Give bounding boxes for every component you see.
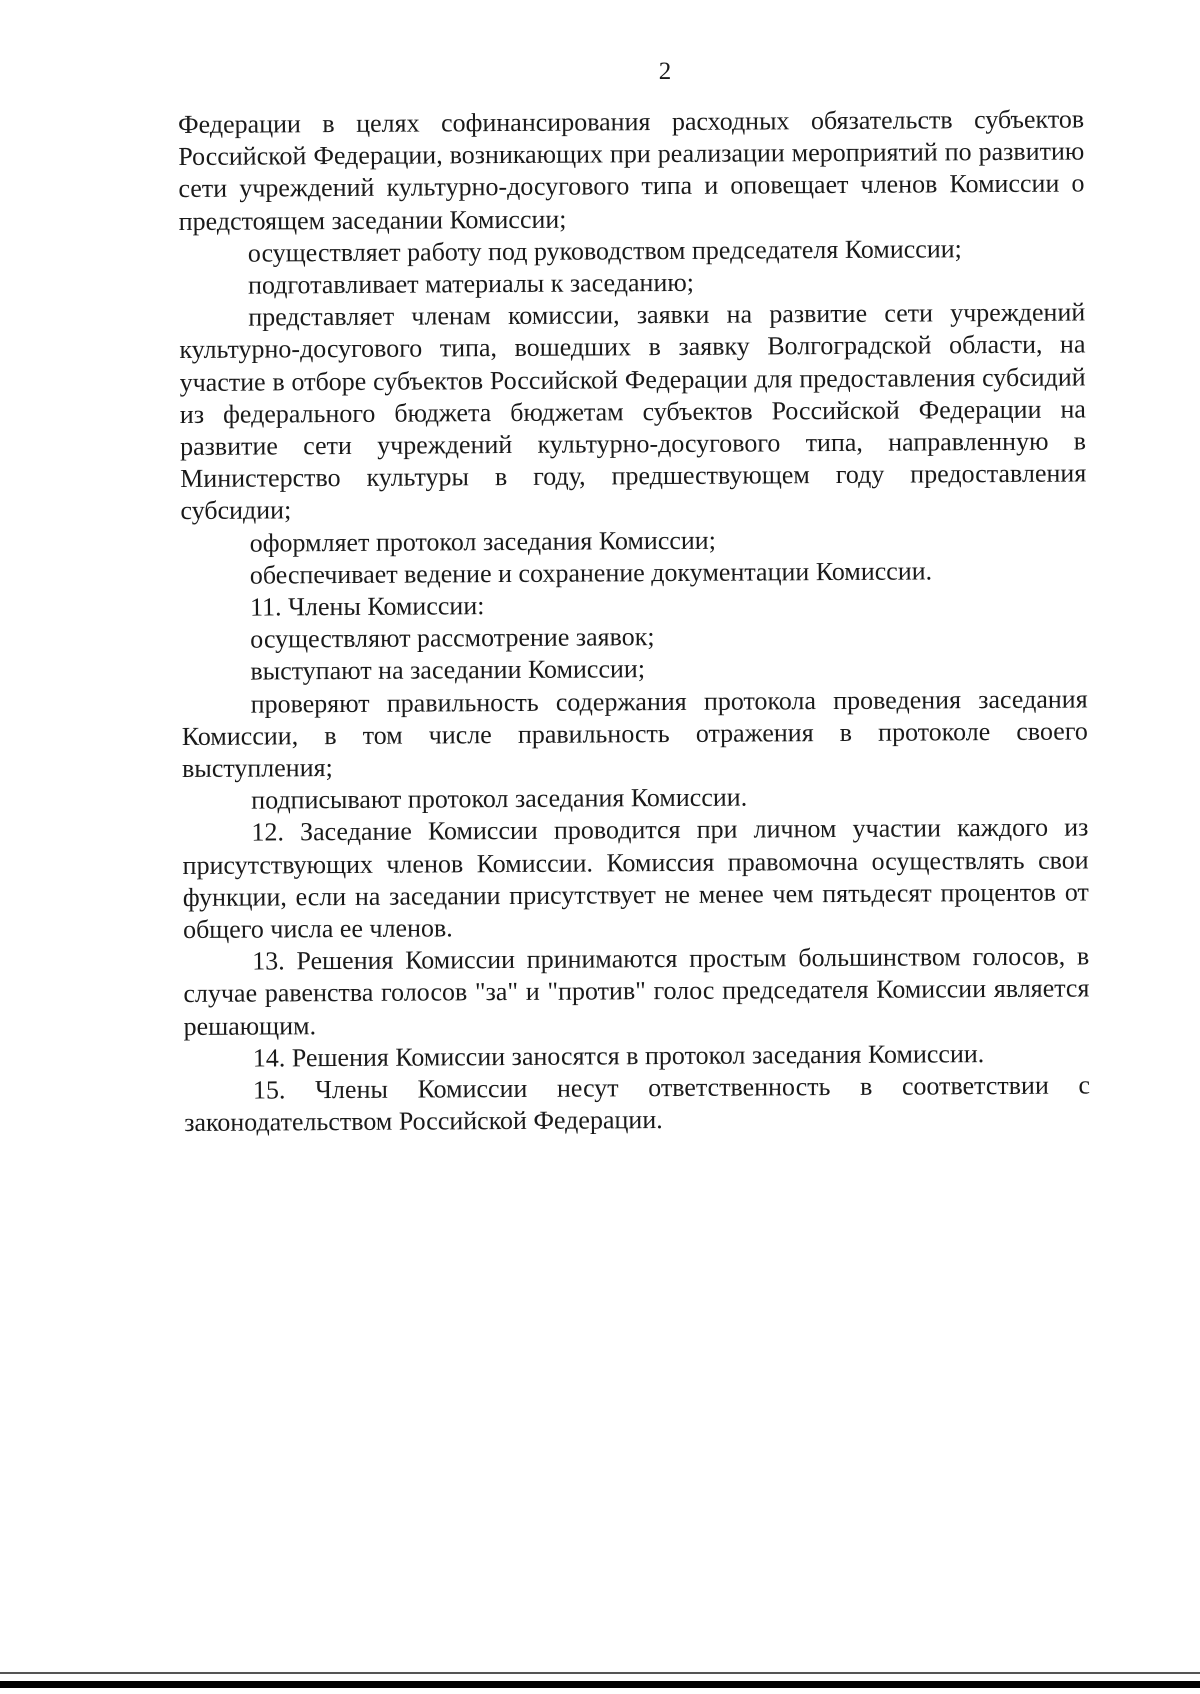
paragraph: представляет членам комиссии, заявки на развитие сети учреждений культурно-досугового типа, вошедших в заявку Волгоградской области, на участие в отборе субъектов Российской Федерации для предоставления субсидий из федерального бюджета бюджетам субъектов Российской Федерации на развитие сети учреждений культурно-досугового типа, направленную в Министерство культуры в году, предшествующем году предоставления субсидии;: [179, 297, 1087, 526]
paragraph: проверяют правильность содержания протокола проведения заседания Комиссии, в том числе правильность отражения в протоколе своего выступления;: [181, 684, 1088, 784]
paragraph: осуществляют рассмотрение заявок;: [250, 622, 655, 654]
scan-bottom-edge: [0, 1681, 1200, 1688]
paragraph: 13. Решения Комиссии принимаются простым большинством голосов, в случае равенства голосов "за" и "против" голос председателя Комиссии является решающим.: [183, 941, 1090, 1041]
page-number: 2: [658, 58, 672, 85]
paragraph: осуществляет работу под руководством председателя Комиссии;: [247, 234, 962, 268]
paragraph: подписывают протокол заседания Комиссии.: [251, 782, 748, 815]
paragraph: обеспечивает ведение и сохранение документации Комиссии.: [249, 556, 933, 590]
paragraph: оформляет протокол заседания Комиссии;: [249, 525, 716, 558]
paragraph: выступают на заседании Комиссии;: [250, 654, 646, 687]
paragraph: подготавливает материалы к заседанию;: [247, 267, 695, 300]
document-body: [178, 103, 1090, 1139]
paragraph: 12. Заседание Комиссии проводится при личном участии каждого из присутствующих членов Комиссии. Комиссия правомочна осуществлять свои функции, если на заседании присутствует не менее чем пятьдесят процентов от общего числа ее членов.: [182, 812, 1089, 945]
paragraph: 15. Члены Комиссии несут ответственность в соответствии с законодательством Российской Федерации.: [184, 1070, 1091, 1138]
paragraph: 14. Решения Комиссии заносятся в протокол заседания Комиссии.: [252, 1038, 985, 1073]
paragraph: Федерации в целях софинансирования расходных обязательств субъектов Российской Федерации, возникающих при реализации мероприятий по развитию сети учреждений культурно-досугового типа и оповещает членов Комиссии о предстоящем заседании Комиссии;: [178, 104, 1085, 236]
scan-edge-line: [0, 1672, 1200, 1674]
paragraph: 11. Члены Комиссии:: [249, 591, 485, 622]
